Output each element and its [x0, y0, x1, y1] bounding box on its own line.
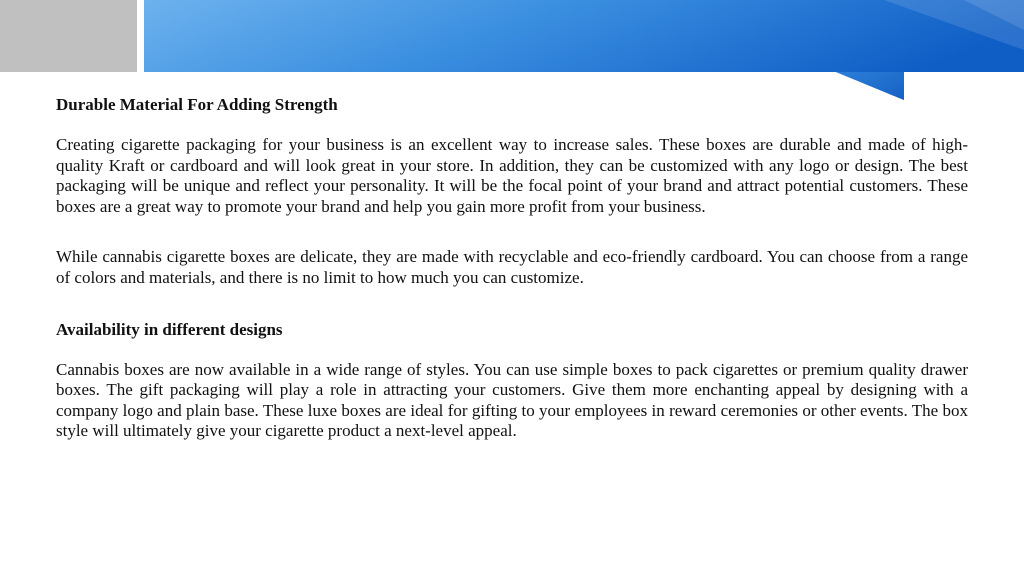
header-gray-block — [0, 0, 137, 72]
banner-graphic — [144, 0, 1024, 100]
section-heading-durable: Durable Material For Adding Strength — [56, 95, 338, 114]
paragraph-cannabis-boxes: While cannabis cigarette boxes are delicate, they are made with recyclable and eco-friendly cardboard. You can choose from a range of colors and materials, and there is no limit to how much you can customize. — [56, 247, 968, 287]
section-heading-designs: Availability in different designs — [56, 319, 283, 339]
header-blue-banner — [144, 0, 1024, 100]
content-body — [56, 94, 968, 442]
paragraph-packaging: Creating cigarette packaging for your business is an excellent way to increase sales. These boxes are durable and made of high-quality Kraft or cardboard and will look great in your store. In addition, they can be customized with any logo or design. The best packaging will be unique and reflect your personality. It will be the focal point of your brand and attract potential customers. These boxes are a great way to promote your brand and help you gain more profit from your business. — [56, 135, 968, 216]
paragraph-styles: Cannabis boxes are now available in a wide range of styles. You can use simple boxes to pack cigarettes or premium quality drawer boxes. The gift packaging will play a role in attracting your customers. Give them more enchanting appeal by designing with a company logo and plain base. These luxe boxes are ideal for gifting to your employees in reward ceremonies or other events. The box style will ultimately give your cigarette product a next-level appeal. — [56, 359, 968, 441]
